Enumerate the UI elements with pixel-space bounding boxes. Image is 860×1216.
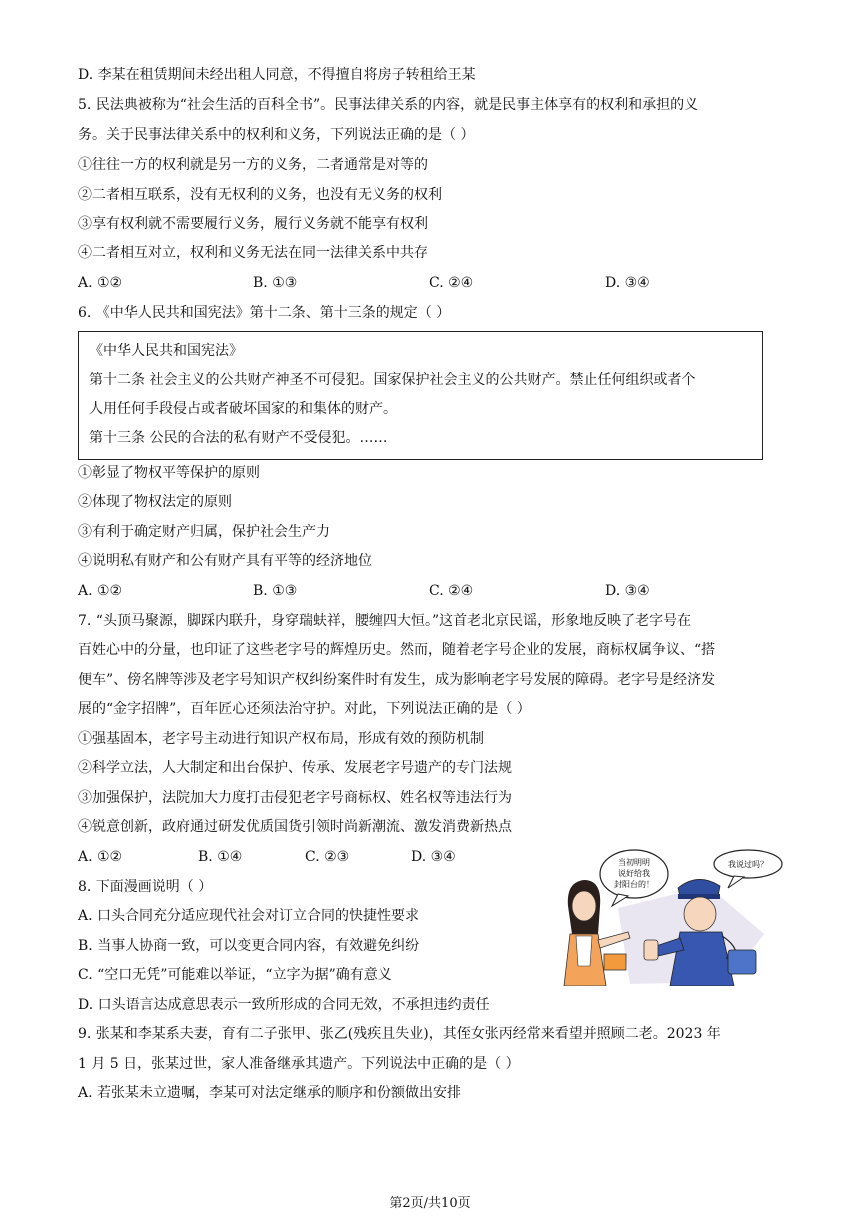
- q5-stem-line-1: 5. 民法典被称为“社会生活的百科全书”。民事法律关系的内容，就是民事主体享有的权利和承担的义: [78, 97, 699, 113]
- q6-option-d: D. ③④: [605, 583, 650, 599]
- q7-option-d: D. ③④: [411, 849, 456, 865]
- q9-stem-line-2: 1 月 5 日，张某过世，家人准备继承其遗产。下列说法中正确的是（ ）: [78, 1056, 520, 1072]
- constitution-excerpt-box: [78, 331, 763, 460]
- page-number: 第2页/共10页: [389, 1196, 471, 1211]
- q6-stem: 6. 《中华人民共和国宪法》第十二条、第十三条的规定（ ）: [78, 305, 451, 321]
- excerpt-article-12-line-2: 人用任何手段侵占或者破坏国家的和集体的财产。: [89, 401, 397, 417]
- q8-option-c: C. “空口无凭”可能难以举证，“立字为据”确有意义: [78, 967, 392, 983]
- q5-option-c: C. ②④: [429, 275, 474, 291]
- q7-item-4: ④锐意创新，政府通过研发优质国货引领时尚新潮流、激发消费新热点: [78, 819, 512, 835]
- q7-option-b: B. ①④: [198, 849, 243, 865]
- q7-item-3: ③加强保护，法院加大力度打击侵犯老字号商标权、姓名权等违法行为: [78, 790, 512, 806]
- q6-item-3: ③有利于确定财产归属，保护社会生产力: [78, 524, 330, 540]
- q7-option-a: A. ①②: [78, 849, 123, 865]
- q5-item-4: ④二者相互对立，权利和义务无法在同一法律关系中共存: [78, 245, 428, 261]
- q5-item-1: ①往往一方的权利就是另一方的义务，二者通常是对等的: [78, 157, 428, 173]
- right-bubble-text: 我说过吗？: [728, 860, 768, 869]
- comic-illustration: [558, 846, 786, 986]
- left-bubble-tail: [612, 894, 628, 906]
- q7-option-c: C. ②③: [305, 849, 350, 865]
- q8-stem: 8. 下面漫画说明（ ）: [78, 879, 213, 895]
- excerpt-article-12-line-1: 第十二条 社会主义的公共财产神圣不可侵犯。国家保护社会主义的公共财产。禁止任何组织或者个: [89, 372, 696, 388]
- q8-option-b: B. 当事人协商一致，可以变更合同内容，有效避免纠纷: [78, 938, 420, 954]
- q5-item-3: ③享有权利就不需要履行义务，履行义务就不能享有权利: [78, 216, 428, 232]
- q6-item-2: ②体现了物权法定的原则: [78, 494, 232, 510]
- q5-option-b: B. ①③: [253, 275, 298, 291]
- q6-option-a: A. ①②: [78, 583, 123, 599]
- left-bubble-line-1: 当初明明: [618, 858, 650, 867]
- q6-option-c: C. ②④: [429, 583, 474, 599]
- q6-item-1: ①彰显了物权平等保护的原则: [78, 465, 260, 481]
- left-bubble-line-3: 封阳台的！: [614, 880, 654, 889]
- right-bubble-tail: [728, 876, 744, 888]
- q7-item-1: ①强基固本，老字号主动进行知识产权布局，形成有效的预防机制: [78, 731, 484, 747]
- q5-option-d: D. ③④: [605, 275, 650, 291]
- q7-stem-line-3: 便车”、傍名牌等涉及老字号知识产权纠纷案件时有发生，成为影响老字号发展的障碍。老字号是经济发: [78, 672, 716, 688]
- q5-option-a: A. ①②: [78, 275, 123, 291]
- q7-stem-line-1: 7. “头顶马聚源，脚踩内联升，身穿瑞蚨祥，腰缠四大恒。”这首老北京民谣，形象地反映了老字号在: [78, 613, 692, 629]
- q5-stem-line-2: 务。关于民事法律关系中的权利和义务，下列说法正确的是（ ）: [78, 127, 475, 143]
- q7-stem-line-2: 百姓心中的分量，也印证了这些老字号的辉煌历史。然而，随着老字号企业的发展，商标权属争议、“搭: [78, 642, 716, 658]
- q8-option-d: D. 口头语言达成意思表示一致所形成的合同无效，不承担违约责任: [78, 997, 490, 1013]
- excerpt-article-13: 第十三条 公民的合法的私有财产不受侵犯。……: [89, 430, 388, 446]
- q9-option-a: A. 若张某未立遗嘱，李某可对法定继承的顺序和份额做出安排: [78, 1085, 462, 1101]
- q6-option-b: B. ①③: [253, 583, 298, 599]
- excerpt-title: 《中华人民共和国宪法》: [89, 343, 243, 359]
- left-bubble-line-2: 说好给我: [618, 869, 650, 878]
- q5-item-2: ②二者相互联系，没有无权利的义务，也没有无义务的权利: [78, 187, 442, 203]
- q6-item-4: ④说明私有财产和公有财产具有平等的经济地位: [78, 553, 372, 569]
- q4-option-d: D. 李某在租赁期间未经出租人同意，不得擅自将房子转租给王某: [78, 67, 476, 83]
- q7-stem-line-4: 展的“金字招牌”，百年匠心还须法治守护。对此，下列说法正确的是（ ）: [78, 701, 531, 717]
- q7-item-2: ②科学立法，人大制定和出台保护、传承、发展老字号遗产的专门法规: [78, 760, 512, 776]
- q9-stem-line-1: 9. 张某和李某系夫妻，育有二子张甲、张乙(残疾且失业)，其侄女张丙经常来看望并照顾二老。2023 年: [78, 1026, 721, 1042]
- q8-option-a: A. 口头合同充分适应现代社会对订立合同的快捷性要求: [78, 908, 420, 924]
